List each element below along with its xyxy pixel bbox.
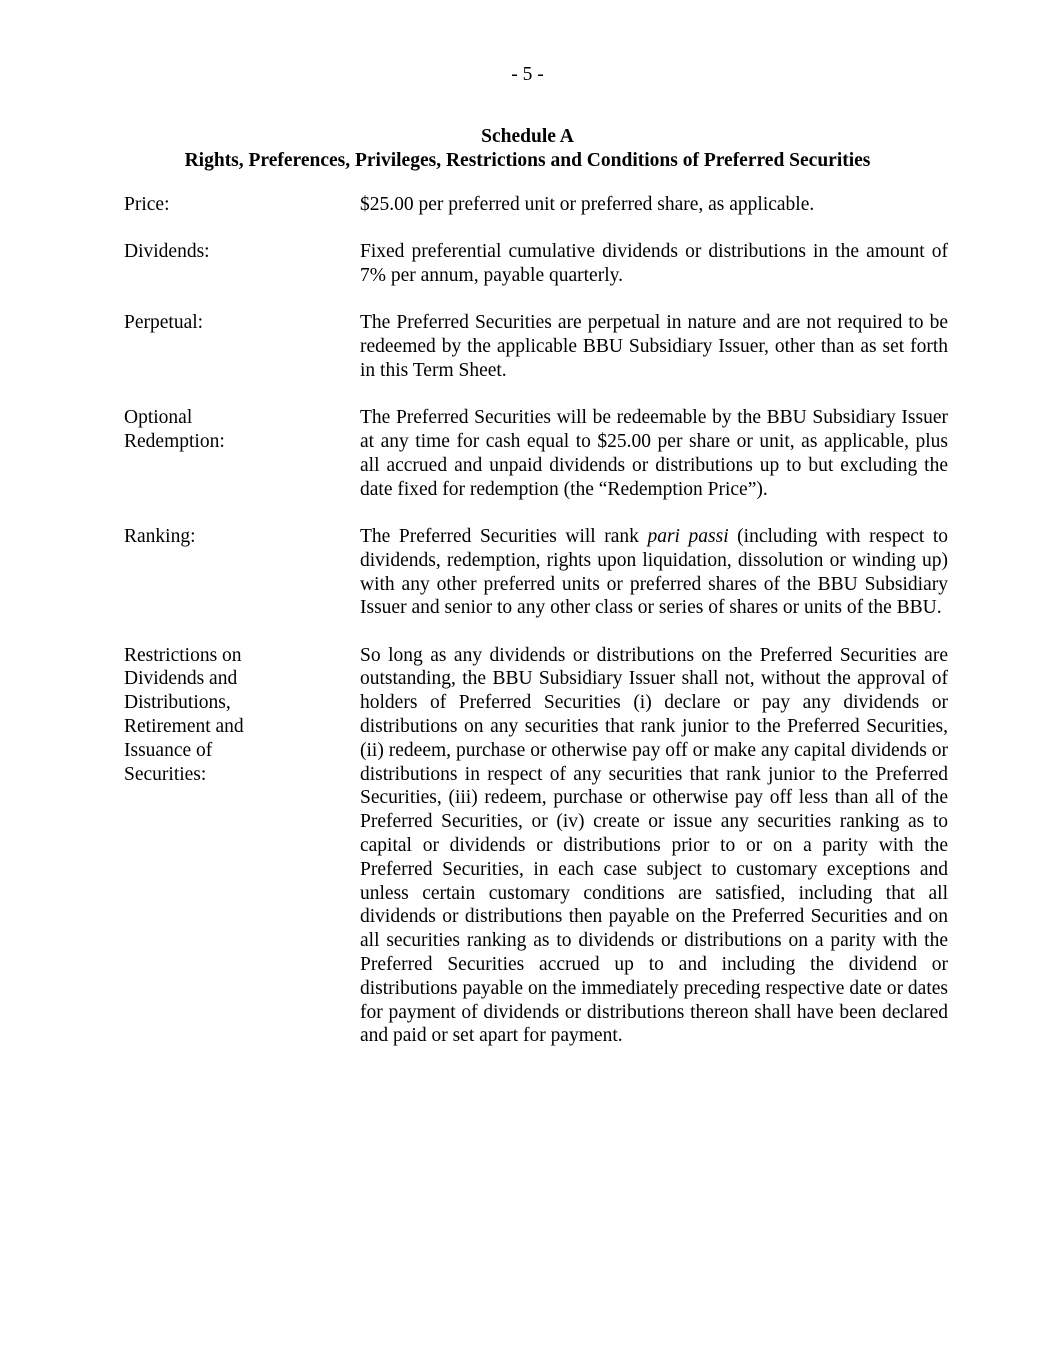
term-row-optional-redemption (124, 406, 948, 501)
term-text-ranking (360, 525, 948, 620)
term-text-dividends: Fixed preferential cumulative dividends or distributions in the amount of 7% per annum, payable quarterly. (360, 241, 948, 287)
schedule-title: Schedule A (481, 126, 574, 147)
ranking-text-start: The Preferred Securities will rank (360, 525, 648, 547)
page-number: - 5 - (511, 64, 544, 85)
term-row-restrictions (124, 644, 948, 1049)
term-label-price: Price: (124, 194, 170, 215)
term-text-price: $25.00 per preferred unit or preferred share, as applicable. (360, 194, 815, 215)
term-text-restrictions: So long as any dividends or distributions on the Preferred Securities are outstanding, the BBU Subsidiary Issuer shall not, without the approval of holders of Preferred Securities (i) declare or pay any dividends or distributions on any securities that rank junior to the Preferred Securities, (ii) redeem, purchase or otherwise pay off or make any capital dividends or distributions in respect of any securities that rank junior to the Preferred Securities, (iii) redeem, purchase or otherwise pay off less than all of the Preferred Securities, or (iv) create or issue any securities ranking as to capital or dividends or distributions prior to or on a parity with the Preferred Securities, in each case subject to customary exceptions and unless certain customary conditions are satisfied, including that all dividends or distributions then payable on the Preferred Securities and on all securities ranking as to dividends or distributions on a parity with the Preferred Securities accrued up to and including the dividend or distributions payable on the immediately preceding respective date or dates for payment of dividends or distributions thereon shall have been declared and paid or set apart for payment. (360, 644, 948, 1047)
term-label-perpetual: Perpetual: (124, 312, 204, 334)
term-row-perpetual (124, 311, 948, 382)
term-row-dividends (124, 240, 948, 288)
ranking-text-italic: pari passi (647, 525, 729, 547)
term-sheet-list (124, 193, 948, 1072)
schedule-subtitle: Rights, Preferences, Privileges, Restrictions and Conditions of Preferred Securities (184, 150, 871, 171)
term-text-perpetual: The Preferred Securities are perpetual in nature and are not required to be redeemed by the applicable BBU Subsidiary Issuer, other than as set forth in this Term Sheet. (360, 312, 948, 381)
term-label-restrictions: Restrictions on Dividends and Distributions, Retirement and Issuance of Securities: (124, 644, 244, 785)
ranking-text-end: (including with respect to dividends, redemption, rights upon liquidation, dissolution or winding up) with any other preferred units or preferred shares of the BBU Subsidiary Issuer and senior to any other class or series of shares or units of the BBU. (360, 525, 949, 619)
schedule-heading (0, 125, 1055, 173)
term-label-dividends: Dividends: (124, 241, 210, 263)
term-label-optional-redemption: Optional Redemption: (124, 407, 225, 453)
term-label-ranking: Ranking: (124, 525, 196, 547)
term-row-ranking (124, 525, 948, 620)
term-row-price (124, 193, 948, 217)
term-text-optional-redemption: The Preferred Securities will be redeemable by the BBU Subsidiary Issuer at any time for cash equal to $25.00 per share or unit, as applicable, plus all accrued and unpaid dividends or distributions up to but excluding the date fixed for redemption (the “Redemption Price”). (360, 407, 948, 500)
